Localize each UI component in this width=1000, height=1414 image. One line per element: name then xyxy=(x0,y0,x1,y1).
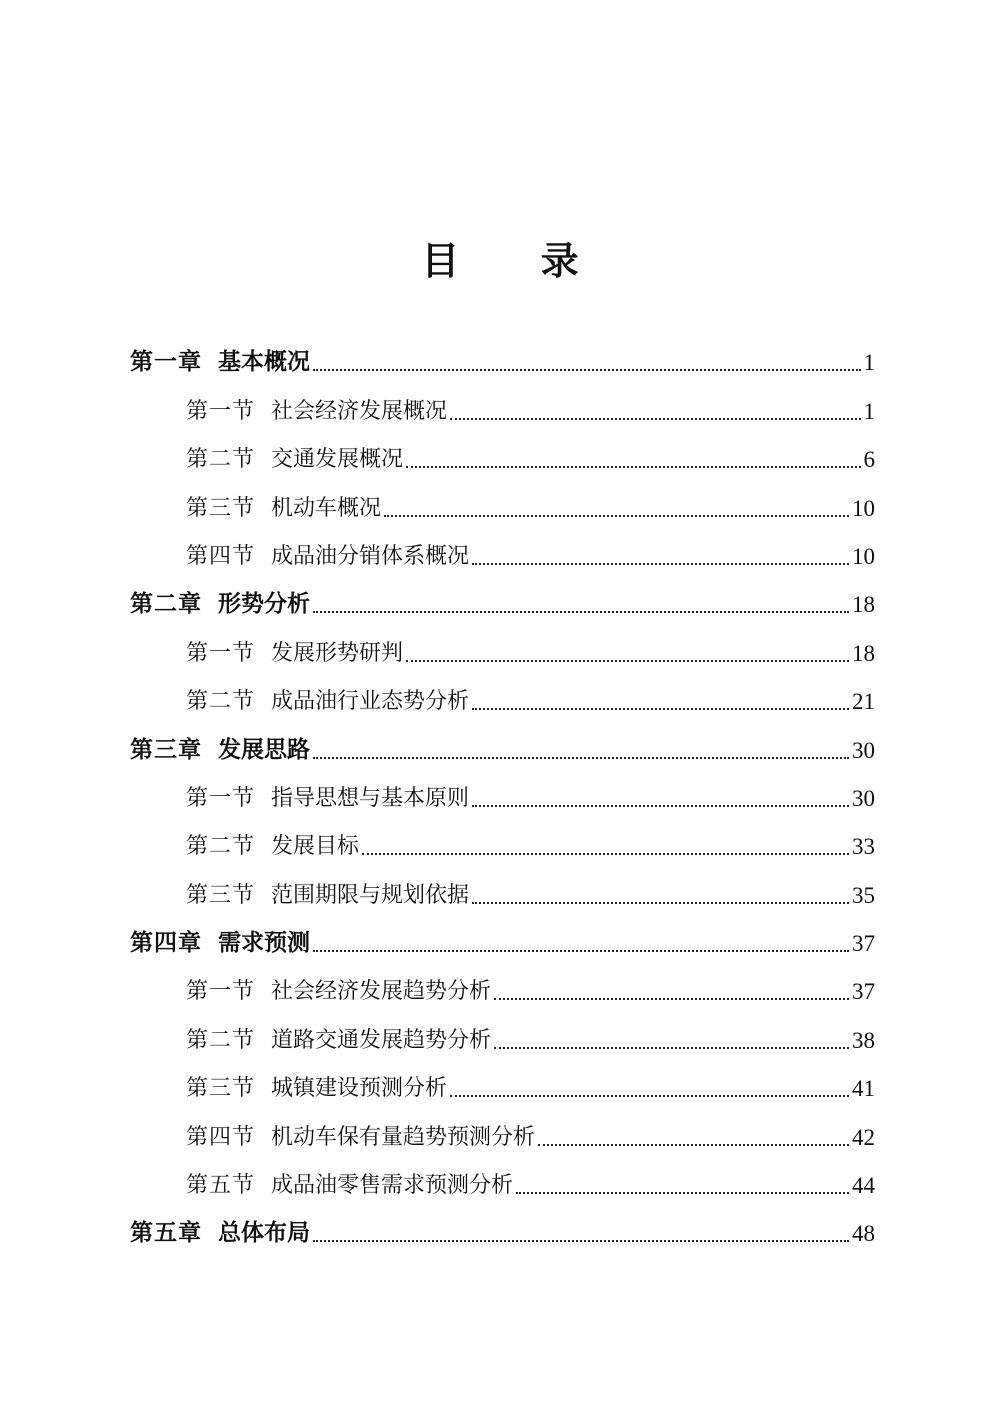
toc-entry-text: 交通发展概况 xyxy=(271,447,404,473)
toc-dot-leader xyxy=(313,1240,849,1242)
toc-entry-label xyxy=(186,394,447,425)
toc-entry-label xyxy=(186,1023,491,1054)
toc-entry-number: 第二节 xyxy=(186,447,256,473)
toc-entry-number: 第五章 xyxy=(130,1220,202,1247)
toc-entry-label xyxy=(186,1071,447,1102)
toc-entry-label xyxy=(186,829,359,860)
toc-section-entry[interactable] xyxy=(130,1062,875,1110)
toc-entry-label xyxy=(130,585,310,618)
toc-section-entry[interactable] xyxy=(130,626,875,674)
toc-entry-text: 成品油行业态势分析 xyxy=(271,689,470,715)
toc-entry-label xyxy=(186,491,381,522)
toc-page-number: 44 xyxy=(852,1173,875,1199)
toc-page-number: 10 xyxy=(852,495,875,521)
toc-entry-number: 第二节 xyxy=(186,834,256,860)
toc-entry-label xyxy=(186,442,403,473)
toc-entry-number: 第四章 xyxy=(130,930,202,957)
toc-entry-text: 范围期限与规划依据 xyxy=(271,882,470,908)
toc-entry-label xyxy=(130,924,310,957)
toc-entry-text: 发展形势研判 xyxy=(271,640,404,666)
toc-entry-label xyxy=(186,636,403,667)
toc-chapter-entry[interactable] xyxy=(130,917,875,965)
toc-section-entry[interactable] xyxy=(130,384,875,432)
toc-chapter-entry[interactable] xyxy=(130,578,875,626)
toc-entry-text: 基本概况 xyxy=(218,349,310,376)
toc-entry-text: 成品油零售需求预测分析 xyxy=(271,1173,514,1199)
toc-entry-label xyxy=(186,878,469,909)
toc-entry-number: 第一节 xyxy=(186,398,256,424)
toc-page-number: 1 xyxy=(863,398,875,424)
toc-page-number: 30 xyxy=(852,737,875,763)
toc-entry-label xyxy=(130,1214,310,1247)
toc-entry-text: 总体布局 xyxy=(218,1220,310,1247)
toc-page-number: 18 xyxy=(852,640,875,666)
toc-section-entry[interactable] xyxy=(130,868,875,916)
toc-dot-leader xyxy=(472,805,849,807)
toc-entry-number: 第四节 xyxy=(186,1124,256,1150)
toc-section-entry[interactable] xyxy=(130,965,875,1013)
toc-section-entry[interactable] xyxy=(130,1013,875,1061)
toc-entry-text: 成品油分销体系概况 xyxy=(271,543,470,569)
toc-page-number: 41 xyxy=(852,1076,875,1102)
toc-chapter-entry[interactable] xyxy=(130,336,875,384)
toc-dot-leader xyxy=(313,369,861,371)
toc-page-number: 37 xyxy=(852,979,875,1005)
toc-dot-leader xyxy=(313,757,849,759)
toc-dot-leader xyxy=(472,708,849,710)
toc-entry-number: 第二节 xyxy=(186,1027,256,1053)
toc-page-number: 37 xyxy=(852,931,875,957)
toc-entry-text: 发展思路 xyxy=(218,736,310,763)
toc-dot-leader xyxy=(313,611,849,613)
toc-entry-text: 道路交通发展趋势分析 xyxy=(271,1027,492,1053)
toc-section-entry[interactable] xyxy=(130,1159,875,1207)
toc-entry-text: 机动车概况 xyxy=(271,495,382,521)
toc-entry-label xyxy=(186,781,469,812)
toc-entry-label xyxy=(186,974,491,1005)
toc-page-number: 10 xyxy=(852,543,875,569)
toc-entry-label xyxy=(130,731,310,764)
toc-section-entry[interactable] xyxy=(130,675,875,723)
toc-entry-number: 第一节 xyxy=(186,979,256,1005)
toc-entry-label xyxy=(186,1120,535,1151)
toc-page-number: 48 xyxy=(852,1221,875,1247)
toc-entry-number: 第二节 xyxy=(186,689,256,715)
toc-dot-leader xyxy=(472,902,849,904)
toc-page-number: 21 xyxy=(852,689,875,715)
toc-chapter-entry[interactable] xyxy=(130,723,875,771)
toc-page-number: 1 xyxy=(863,350,875,376)
toc-entry-number: 第三章 xyxy=(130,736,202,763)
toc-entry-number: 第五节 xyxy=(186,1173,256,1199)
toc-dot-leader xyxy=(494,1047,849,1049)
toc-entry-number: 第一章 xyxy=(130,349,202,376)
toc-entry-text: 发展目标 xyxy=(271,834,360,860)
toc-section-entry[interactable] xyxy=(130,772,875,820)
toc-page-number: 42 xyxy=(852,1124,875,1150)
toc-page-number: 38 xyxy=(852,1027,875,1053)
toc-section-entry[interactable] xyxy=(130,1110,875,1158)
toc-section-entry[interactable] xyxy=(130,820,875,868)
toc-dot-leader xyxy=(406,466,860,468)
toc-chapter-entry[interactable] xyxy=(130,1207,875,1255)
toc-page-number: 18 xyxy=(852,592,875,618)
toc-entry-number: 第三节 xyxy=(186,882,256,908)
toc-entry-text: 指导思想与基本原则 xyxy=(271,785,470,811)
toc-entry-label xyxy=(186,539,469,570)
toc-dot-leader xyxy=(406,660,849,662)
toc-entry-number: 第三节 xyxy=(186,495,256,521)
toc-dot-leader xyxy=(516,1192,849,1194)
toc-entry-text: 城镇建设预测分析 xyxy=(271,1076,448,1102)
toc-entry-number: 第三节 xyxy=(186,1076,256,1102)
toc-entry-text: 社会经济发展趋势分析 xyxy=(271,979,492,1005)
toc-dot-leader xyxy=(362,853,849,855)
toc-section-entry[interactable] xyxy=(130,433,875,481)
toc-entry-number: 第一节 xyxy=(186,640,256,666)
toc-page-number: 35 xyxy=(852,882,875,908)
toc-page-number: 33 xyxy=(852,834,875,860)
toc-dot-leader xyxy=(494,998,849,1000)
toc-page-number: 6 xyxy=(863,447,875,473)
toc-dot-leader xyxy=(538,1144,849,1146)
toc-dot-leader xyxy=(450,1095,849,1097)
toc-entry-text: 机动车保有量趋势预测分析 xyxy=(271,1124,536,1150)
toc-entry-text: 形势分析 xyxy=(218,591,310,618)
toc-entry-label xyxy=(186,1168,513,1199)
toc-entry-text: 社会经济发展概况 xyxy=(271,398,448,424)
toc-dot-leader xyxy=(313,950,849,952)
toc-section-entry[interactable] xyxy=(130,481,875,529)
toc-dot-leader xyxy=(450,418,860,420)
toc-page-number: 30 xyxy=(852,785,875,811)
toc-section-entry[interactable] xyxy=(130,530,875,578)
toc-entry-text: 需求预测 xyxy=(218,930,310,957)
toc-entry-number: 第二章 xyxy=(130,591,202,618)
toc-dot-leader xyxy=(472,563,849,565)
toc-entry-number: 第四节 xyxy=(186,543,256,569)
toc-entry-label xyxy=(186,684,469,715)
toc-entry-number: 第一节 xyxy=(186,785,256,811)
toc-title: 目 录 xyxy=(421,238,613,283)
toc-dot-leader xyxy=(384,515,849,517)
toc-entry-label xyxy=(130,343,310,376)
toc-list xyxy=(130,336,875,1255)
